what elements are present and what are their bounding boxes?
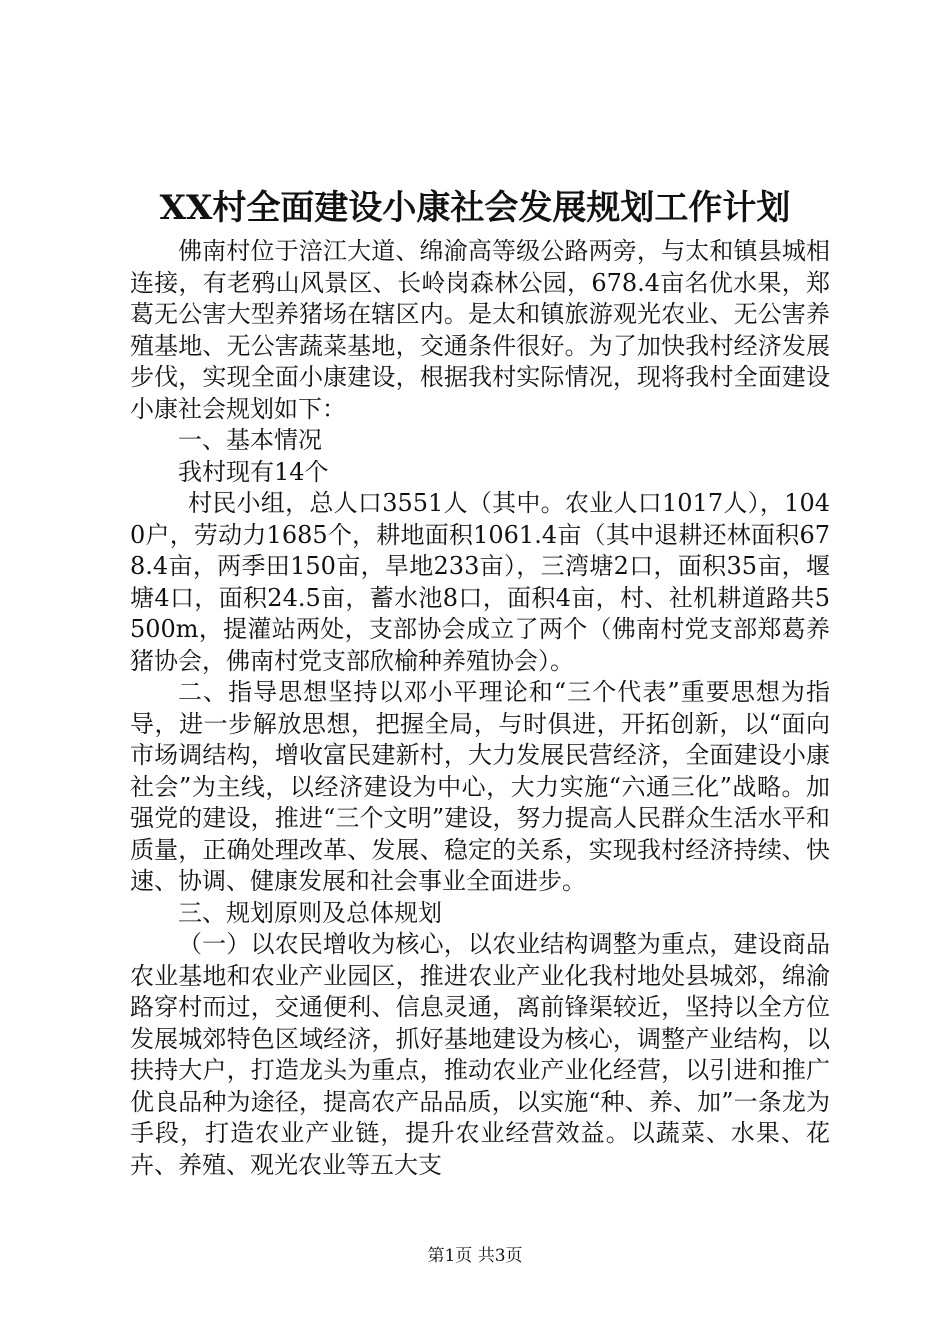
section-heading-basic: 一、基本情况 [178,426,322,454]
page-footer: 第1页 共3页 [427,1246,523,1266]
paragraph-guiding-ideology: 二、指导思想坚持以邓小平理论和“三个代表”重要思想为指导，进一步解放思想，把握全局，与时俱进，开拓创新，以“面向市场调结构，增收富民建新村，大力发展民营经济，全面建设小康社会”为主线，以经济建设为中心，大力实施“六通三化”战略。加强党的建设，推进“三个文明”建设，努力提高人民群众生活水平和质量，正确处理改革、发展、稳定的关系，实现我村经济持续、快速、协调、健康发展和社会事业全面进步。 [130,678,830,895]
section-heading-planning: 三、规划原则及总体规划 [178,898,442,927]
paragraph-basic-lead: 我村现有14个 [178,457,329,486]
paragraph-intro: 佛南村位于涪江大道、绵渝高等级公路两旁，与太和镇县城相连接，有老鸦山风景区、长岭岗森林公园，678.4亩名优水果，郑葛无公害大型养猪场在辖区内。是太和镇旅游观光农业、无公害养殖基地、无公害蔬菜基地，交通条件很好。为了加快我村经济发展步伐，实现全面小康建设，根据我村实际情况，现将我村全面建设小康社会规划如下： [130,237,830,423]
document-title: XX村全面建设小康社会发展规划工作计划 [159,188,791,228]
paragraph-planning-one: （一）以农民增收为核心，以农业结构调整为重点，建设商品农业基地和农业产业园区，推进农业产业化我村地处县城郊，绵渝路穿村而过，交通便利、信息灵通，离前锋渠较近，坚持以全方位发展城郊特色区域经济，抓好基地建设为核心，调整产业结构，以扶持大户，打造龙头为重点，推动农业产业化经营，以引进和推广优良品种为途径，提高农产品品质，以实施“种、养、加”一条龙为手段，打造农业产业链，提升农业经营效益。以蔬菜、水果、花卉、养殖、观光农业等五大支 [130,930,830,1179]
paragraph-basic-details: 村民小组，总人口3551人（其中。农业人口1017人），1040户，劳动力1685个，耕地面积1061.4亩（其中退耕还林面积678.4亩，两季田150亩，旱地233亩），三湾塘2口，面积35亩，堰塘4口，面积24.5亩，蓄水池8口，面积4亩，村、社机耕道路共5500m，提灌站两处，支部协会成立了两个（佛南村党支部郑葛养猪协会，佛南村党支部欣榆种养殖协会）。 [130,489,830,675]
document-body [130,236,830,1181]
